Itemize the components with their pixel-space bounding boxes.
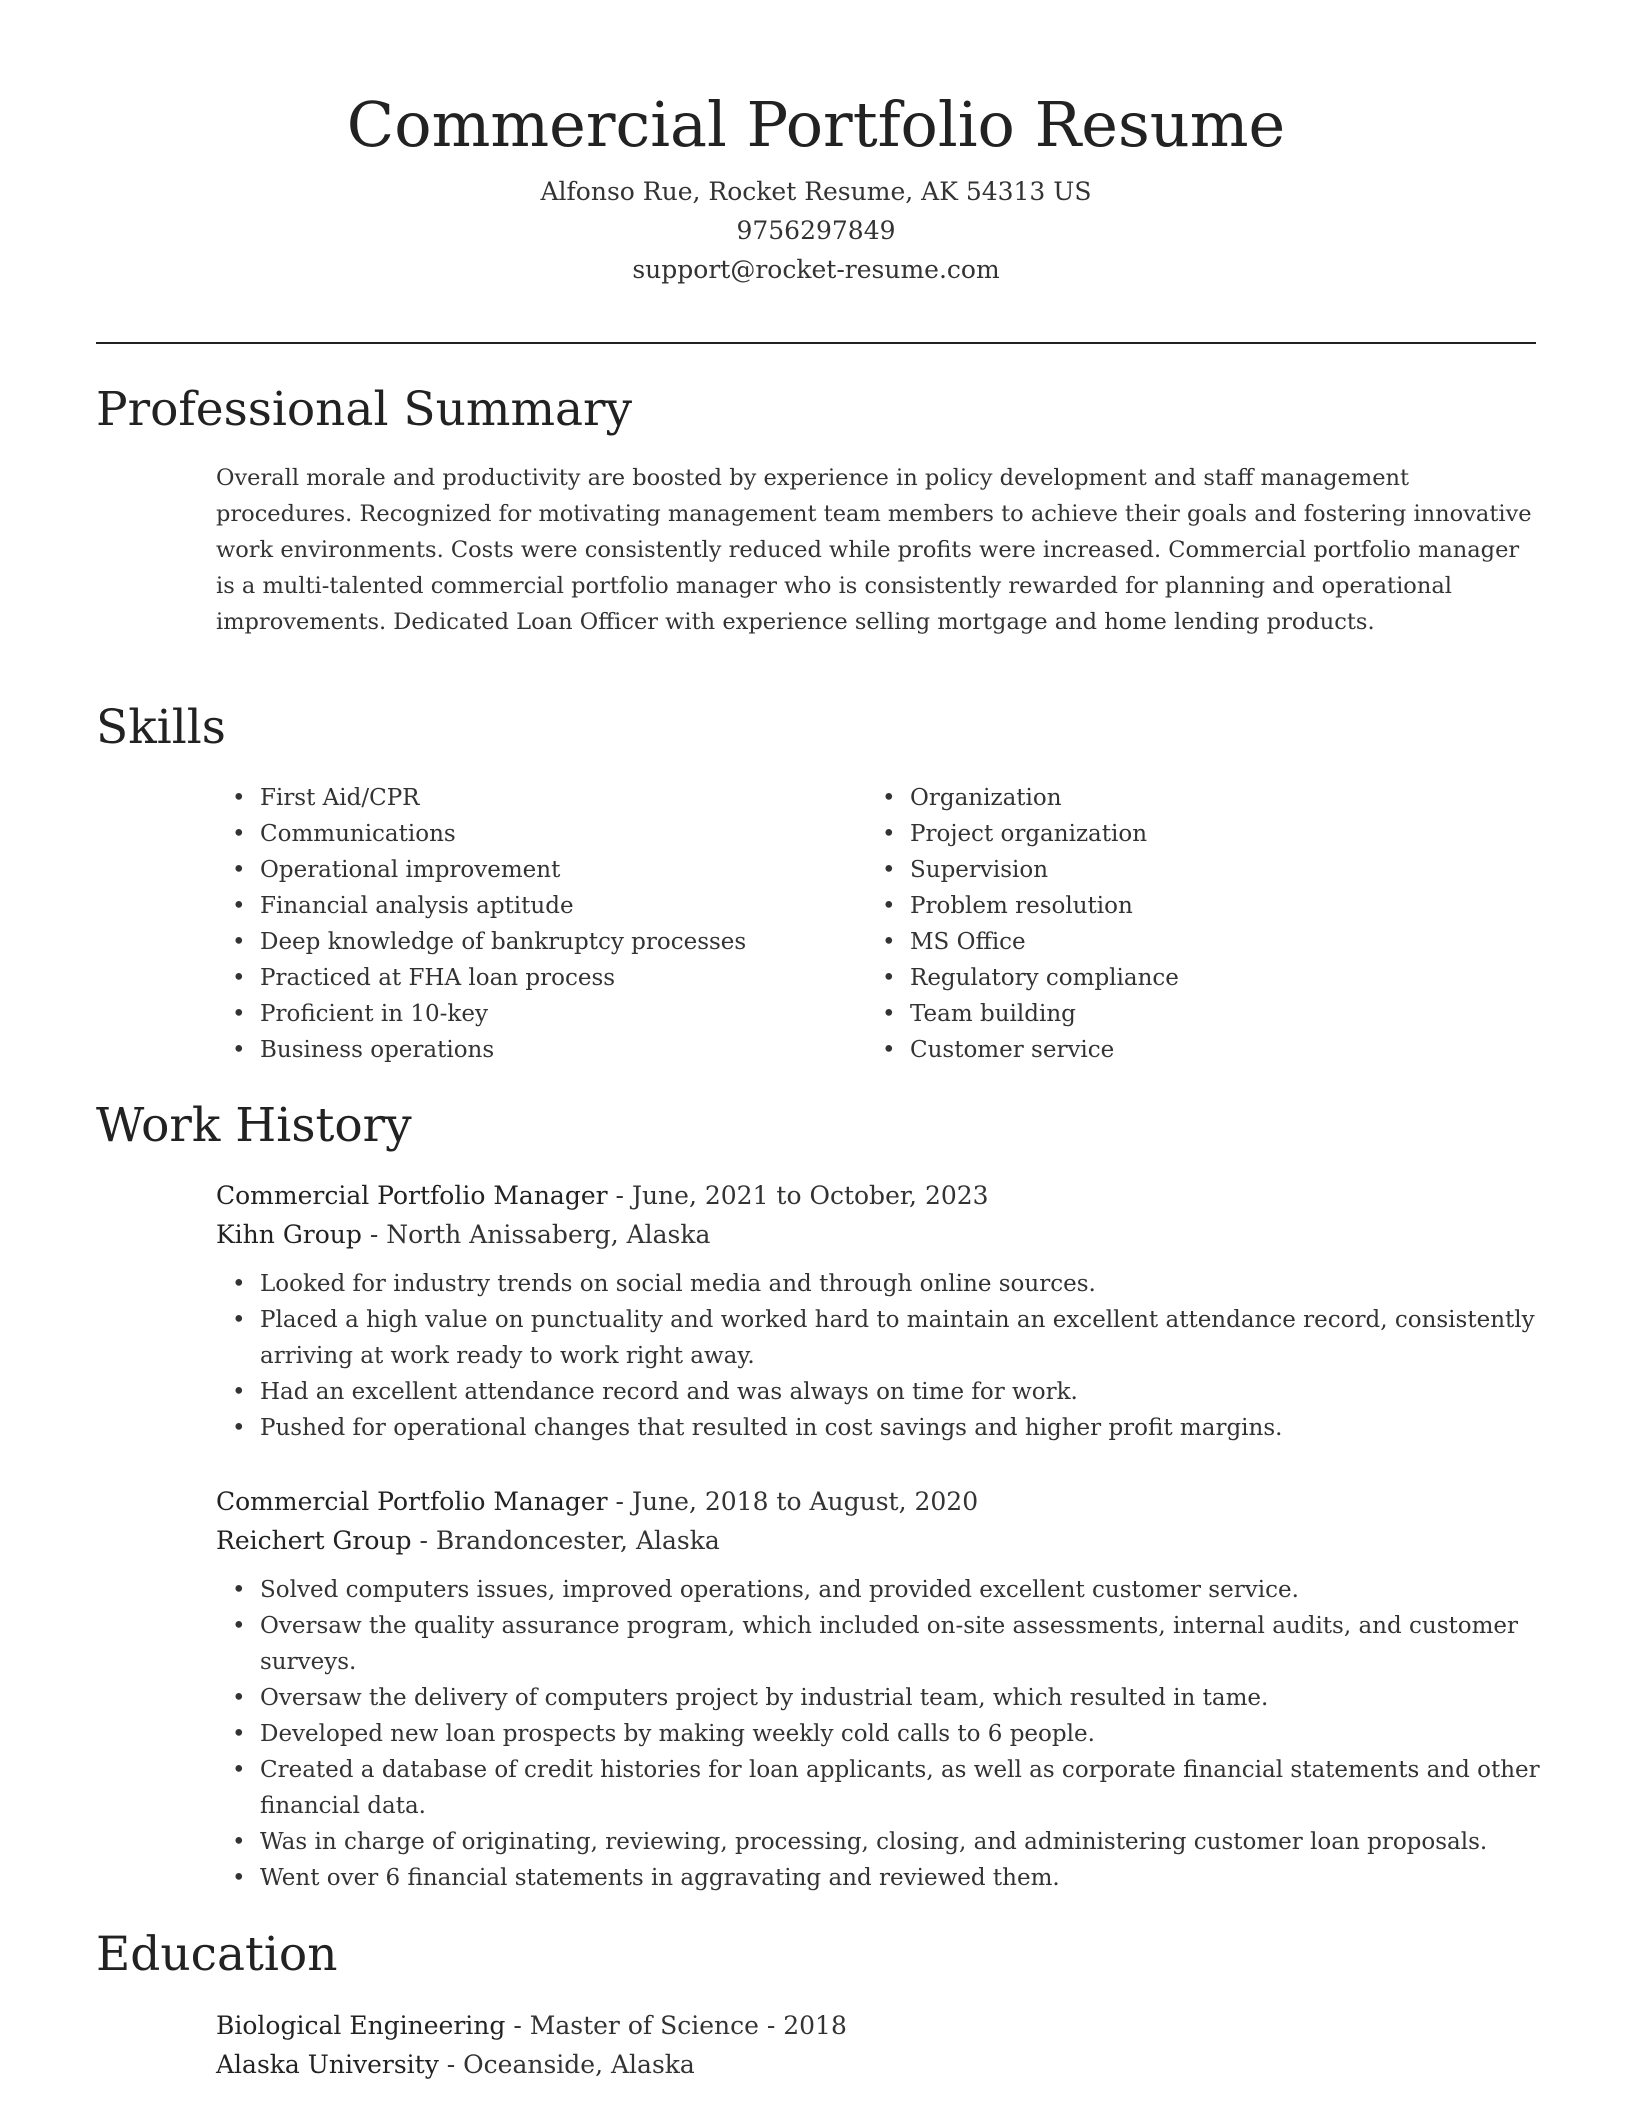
summary-heading: Professional Summary (96, 382, 633, 437)
job-bullets (216, 1266, 1540, 1446)
job-bullet: • Placed a high value on punctuality and worked hard to maintain an excellent attendance record, consistently arriving at work ready to work right away. (216, 1302, 1540, 1374)
education-entry (216, 2006, 1540, 2084)
skill-item: • Financial analysis aptitude (216, 888, 856, 924)
job-location: Brandoncester, Alaska (435, 1526, 720, 1555)
education-degree: Master of Science (529, 2011, 759, 2040)
skill-item: • Communications (216, 816, 856, 852)
job-title-line (216, 1482, 1540, 1521)
summary-text: Overall morale and productivity are boosted by experience in policy development and staff management procedures. Recognized for motivating management team members to achieve their goals and fostering innovative work environments. Costs were consistently reduced while profits were increased. Commercial portfolio manager is a multi-talented commercial portfolio manager who is consistently rewarded for planning and operational improvements. Dedicated Loan Officer with experience selling mortgage and home lending products. (216, 465, 1532, 635)
education-degree-line (216, 2006, 1540, 2045)
separator: - (411, 1526, 436, 1555)
skill-item: • Deep knowledge of bankruptcy processes (216, 924, 856, 960)
skill-item: • MS Office (866, 924, 1506, 960)
job-company-line (216, 1521, 1540, 1560)
skill-item: • Organization (866, 780, 1506, 816)
job-title: Commercial Portfolio Manager (216, 1487, 608, 1516)
separator: - (438, 2050, 464, 2079)
job-dates: June, 2018 to August, 2020 (631, 1487, 979, 1516)
contact-email: support@rocket-resume.com (632, 255, 1000, 284)
separator: - (758, 2011, 784, 2040)
job-title-line (216, 1176, 1540, 1215)
job-company: Reichert Group (216, 1526, 412, 1555)
contact-address: Alfonso Rue, Rocket Resume, AK 54313 US (540, 177, 1092, 206)
job-bullet: • Looked for industry trends on social media and through online sources. (216, 1266, 1540, 1302)
skill-item: • Project organization (866, 816, 1506, 852)
skill-item: • Regulatory compliance (866, 960, 1506, 996)
skills-column-left (216, 780, 856, 1068)
education-school-line (216, 2045, 1540, 2084)
skill-item: • Proficient in 10-key (216, 996, 856, 1032)
skill-item: • Customer service (866, 1032, 1506, 1068)
job-bullet: • Created a database of credit histories for loan applicants, as well as corporate financial statements and other financial data. (216, 1752, 1540, 1824)
job-entry (216, 1482, 1540, 1896)
job-bullet: • Was in charge of originating, reviewing, processing, closing, and administering customer loan proposals. (216, 1824, 1540, 1860)
education-field: Biological Engineering (216, 2011, 506, 2040)
work-history-heading: Work History (96, 1098, 412, 1153)
job-bullet: • Oversaw the delivery of computers project by industrial team, which resulted in tame. (216, 1680, 1540, 1716)
job-bullet: • Pushed for operational changes that resulted in cost savings and higher profit margins. (216, 1410, 1540, 1446)
education-year: 2018 (783, 2011, 847, 2040)
job-bullet: • Solved computers issues, improved operations, and provided excellent customer service. (216, 1572, 1540, 1608)
job-bullet: • Had an excellent attendance record and was always on time for work. (216, 1374, 1540, 1410)
skills-heading: Skills (96, 700, 226, 755)
skill-item: • Practiced at FHA loan process (216, 960, 856, 996)
separator: - (361, 1220, 387, 1249)
resume-header (0, 78, 1632, 289)
job-dates: June, 2021 to October, 2023 (631, 1181, 989, 1210)
job-bullet: • Oversaw the quality assurance program, which included on-site assessments, internal audits, and customer surveys. (216, 1608, 1540, 1680)
education-location: Oceanside, Alaska (463, 2050, 695, 2079)
separator: - (505, 2011, 530, 2040)
skill-item: • Team building (866, 996, 1506, 1032)
skill-item: • Problem resolution (866, 888, 1506, 924)
separator: - (607, 1181, 632, 1210)
contact-phone: 9756297849 (736, 216, 896, 245)
skill-item: • Business operations (216, 1032, 856, 1068)
job-bullet: • Went over 6 financial statements in aggravating and reviewed them. (216, 1860, 1540, 1896)
skill-item: • Supervision (866, 852, 1506, 888)
separator: - (607, 1487, 632, 1516)
education-heading: Education (96, 1927, 338, 1982)
header-divider (96, 342, 1536, 344)
skill-item: • Operational improvement (216, 852, 856, 888)
job-title: Commercial Portfolio Manager (216, 1181, 608, 1210)
job-entry (216, 1176, 1540, 1446)
education-school: Alaska University (216, 2050, 439, 2079)
job-bullets (216, 1572, 1540, 1896)
skills-column-right (866, 780, 1506, 1068)
job-location: North Anissaberg, Alaska (386, 1220, 711, 1249)
skill-item: • First Aid/CPR (216, 780, 856, 816)
job-company: Kihn Group (216, 1220, 362, 1249)
job-company-line (216, 1215, 1540, 1254)
job-bullet: • Developed new loan prospects by making weekly cold calls to 6 people. (216, 1716, 1540, 1752)
resume-title: Commercial Portfolio Resume (346, 88, 1286, 161)
